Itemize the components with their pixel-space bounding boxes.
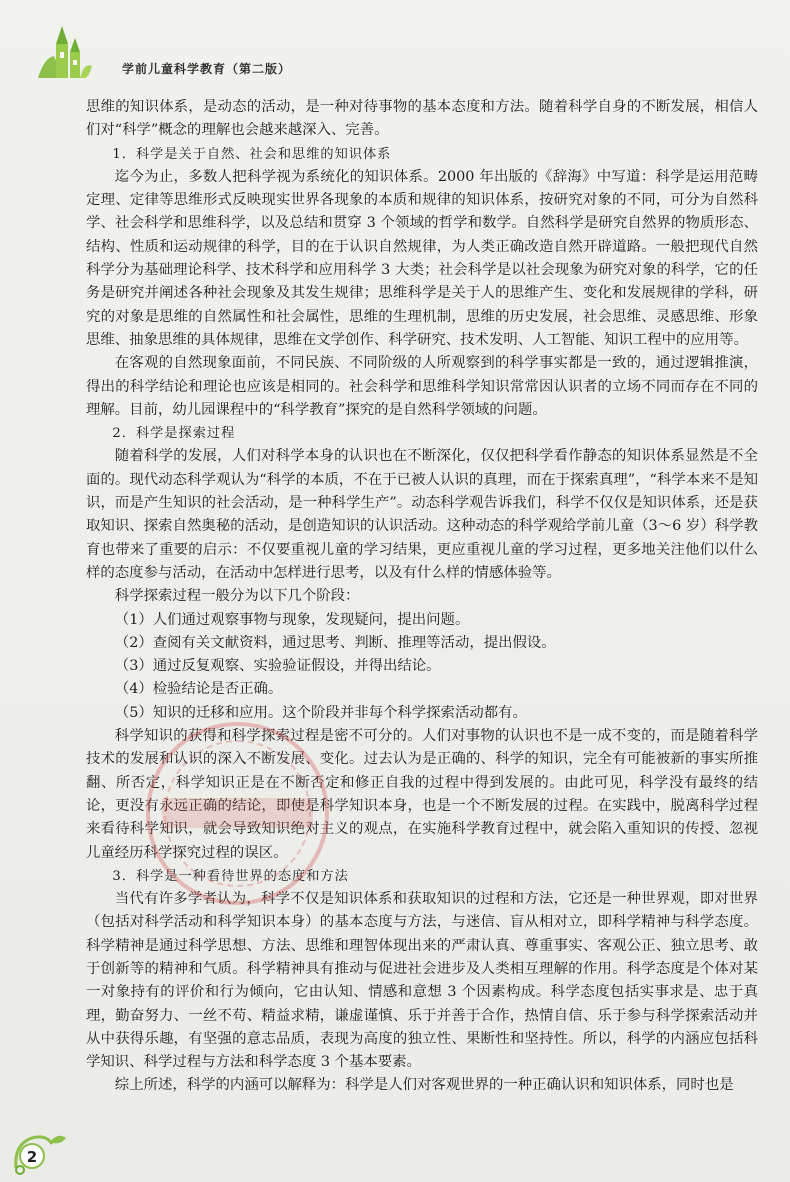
running-header [28, 20, 728, 80]
book-title: 学前儿童科学教育（第二版） [122, 62, 292, 76]
list-item: （2）查阅有关文献资料，通过思考、判断、推理等活动，提出假设。 [114, 634, 556, 651]
paragraph: 科学知识的获得和科学探索过程是密不可分的。人们对事物的认识也不是一成不变的，而是随着科学技术的发展和认识的深入不断发展、变化。过去认为是正确的、科学的知识，完全有可能被新的事实所推翻、所否定，科学知识正是在不断否定和修正自我的过程中得到发展的。由此可见，科学没有最终的结论，更没有永远正确的结论，即使是科学知识本身，也是一个不断发展的过程。在实践中，脱离科学过程来看待科学知识，就会导致知识绝对主义的观点，在实施科学教育过程中，就会陷入重知识的传授、忽视儿童经历科学探究过程的误区。 [86, 728, 758, 861]
paragraph: 思维的知识体系，是动态的活动，是一种对待事物的基本态度和方法。随着科学自身的不断发展，相信人们对“科学”概念的理解也会越来越深入、完善。 [86, 99, 758, 139]
page-content [86, 96, 758, 1098]
section-heading: 1．科学是关于自然、社会和思维的知识体系 [112, 146, 392, 162]
paragraph: 在客观的自然现象面前，不同民族、不同阶级的人所观察到的科学事实都是一致的，通过逻辑推演，得出的科学结论和理论也应该是相同的。社会科学和思维科学知识常常因认识者的立场不同而存在不同的理解。目前，幼儿园课程中的“科学教育”探究的是自然科学领域的问题。 [86, 355, 758, 418]
list-item: （4）检验结论是否正确。 [114, 681, 283, 698]
paragraph: 当代有许多学者认为，科学不仅是知识体系和获取知识的过程和方法，它还是一种世界观，即对世界（包括对科学活动和科学知识本身）的基本态度与方法，与迷信、盲从相对立，即科学精神与科学态度。科学精神是通过科学思想、方法、思维和理智体现出来的严肃认真、尊重事实、客观公正、独立思考、敢于创新等的精神和气质。科学精神具有推动与促进社会进步及人类相互理解的作用。科学态度是个体对某一对象持有的评价和行为倾向，它由认知、情感和意想 3 个因素构成。科学态度包括实事求是、忠于真理，勤奋努力、一丝不苟、精益求精，谦虚谨慎、乐于并善于合作，热情自信、乐于参与科学探索活动并从中获得乐趣，有坚强的意志品质，表现为高度的独立性、果断性和坚持性。所以，科学的内涵应包括科学知识、科学过程与方法和科学态度 3 个基本要素。 [86, 891, 758, 1071]
castle-logo-icon [34, 22, 94, 80]
section-heading: 3．科学是一种看待世界的态度和方法 [112, 868, 349, 884]
list-item: （3）通过反复观察、实验验证假设，并得出结论。 [114, 658, 441, 675]
page-footer [10, 1124, 70, 1178]
section-heading: 2．科学是探索过程 [112, 426, 236, 442]
page-number: 2 [26, 1148, 38, 1166]
list-item: （5）知识的迁移和应用。这个阶段并非每个科学探索活动都有。 [114, 704, 527, 721]
paragraph: 随着科学的发展，人们对科学本身的认识也在不断深化，仅仅把科学看作静态的知识体系显然是不全面的。现代动态科学观认为“科学的本质，不在于已被人认识的真理，而在于探索真理”，“科学本来不是知识，而是产生知识的社会活动，是一种科学生产”。动态科学观告诉我们，科学不仅仅是知识体系，还是获取知识、探索自然奥秘的活动，是创造知识的认识活动。这种动态的科学观给学前儿童（3～6 岁）科学教育也带来了重要的启示：不仅要重视儿童的学习结果，更应重视儿童的学习过程，更多地关注他们以什么样的态度参与活动，在活动中怎样进行思考，以及有什么样的情感体验等。 [86, 448, 758, 581]
paragraph: 迄今为止，多数人把科学视为系统化的知识体系。2000 年出版的《辞海》中写道：科学是运用范畴定理、定律等思维形式反映现实世界各现象的本质和规律的知识体系，按研究对象的不同，可分为自然科学、社会科学和思维科学，以及总结和贯穿 3 个领域的哲学和数学。自然科学是研究自然界的物质形态、结构、性质和运动规律的科学，目的在于认识自然规律，为人类正确改造自然开辟道路。一般把现代自然科学分为基础理论科学、技术科学和应用科学 3 大类；社会科学是以社会现象为研究对象的科学，它的任务是研究并阐述各种社会现象及其发生规律；思维科学是关于人的思维产生、变化和发展规律的学科，研究的对象是思维的自然属性和社会属性，思维的生理机制，思维的历史发展，社会思维、灵感思维、形象思维、抽象思维的具体规律，思维在文学创作、科学研究、技术发明、人工智能、知识工程中的应用等。 [86, 168, 758, 348]
list-item: （1）人们通过观察事物与现象，发现疑问，提出问题。 [114, 611, 470, 628]
paragraph: 科学探索过程一般分为以下几个阶段： [114, 588, 360, 605]
paragraph: 综上所述，科学的内涵可以解释为：科学是人们对客观世界的一种正确认识和知识体系，同时也是 [114, 1077, 734, 1094]
vine-ornament-icon [10, 1124, 70, 1178]
